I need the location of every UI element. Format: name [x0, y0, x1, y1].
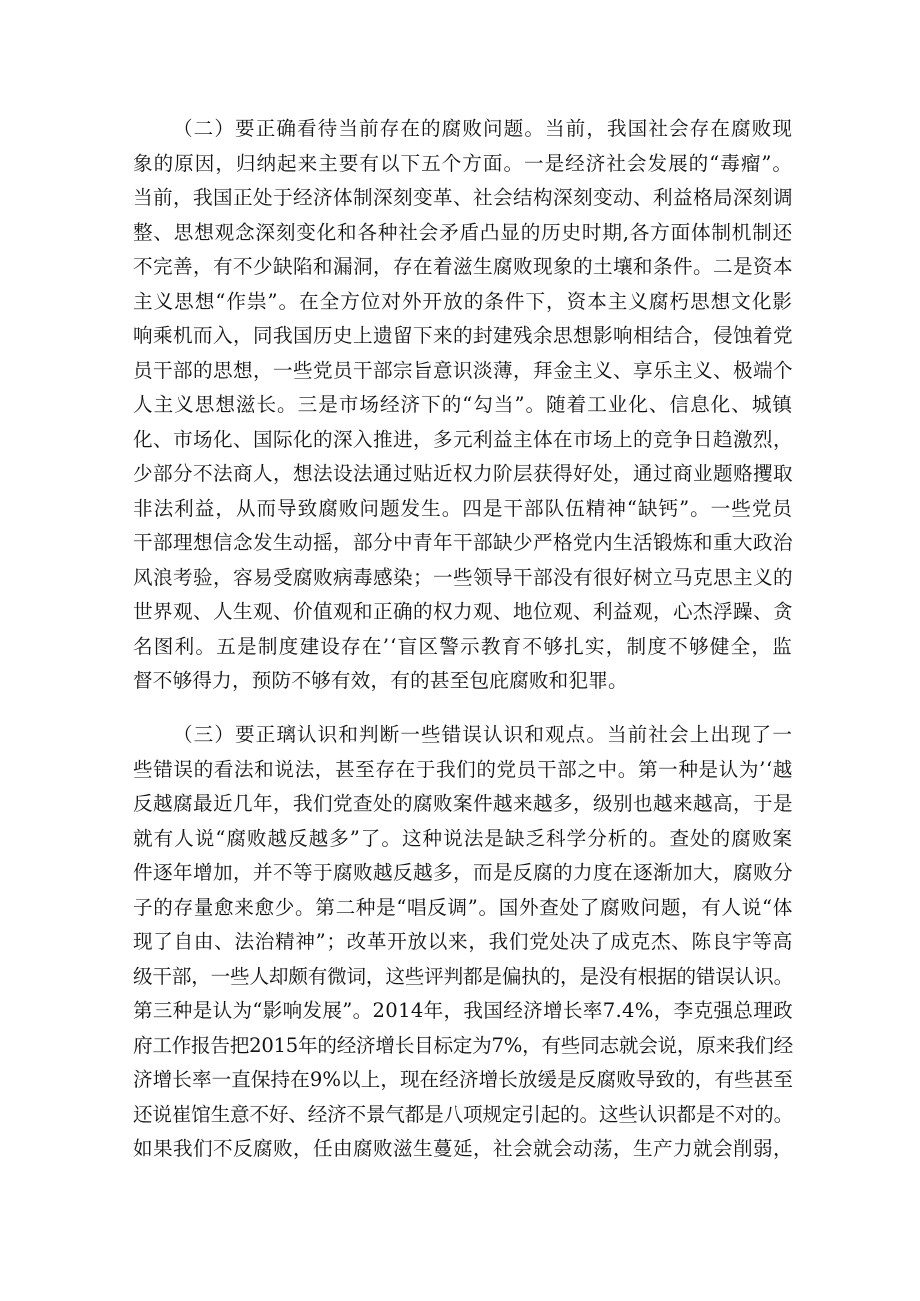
text-line: 化、市场化、国际化的深入推进，多元利益主体在市场上的竞争日趋激烈，: [133, 427, 793, 451]
text-line: 主义思想“作祟”。在全方位对外开放的条件下，资本主义腐朽思想文化影: [133, 289, 793, 313]
text-line: 象的原因，归纳起来主要有以下五个方面。一是经济社会发展的“毒瘤”。: [133, 151, 793, 175]
text-line: 就有人说“腐败越反越多”了。这种说法是缺乏科学分析的。查处的腐败案: [133, 826, 793, 850]
text-line: 不完善，有不少缺陷和漏洞，存在着滋生腐败现象的土壤和条件。二是资本: [133, 255, 793, 278]
text-line: 济增长率一直保持在9%以上，现在经济增长放缓是反腐败导致的，有些甚至: [133, 1068, 793, 1091]
text-line: 整、思想观念深刻变化和各种社会矛盾凸显的历史时期,各方面体制机制还: [133, 220, 793, 244]
text-line: 如果我们不反腐败，任由腐败滋生蔓延，社会就会动荡，生产力就会削弱，: [133, 1137, 793, 1160]
text-line: 府工作报告把2015年的经济增长目标定为7%，有些同志就会说，原来我们经: [133, 1033, 793, 1057]
text-line: 非法利益，从而导致腐败问题发生。四是干部队伍精神“缺钙”。一些党员: [133, 496, 793, 520]
text-line: 名图利。五是制度建设存在’‘盲区警示教育不够扎实，制度不够健全，监: [133, 634, 793, 658]
text-line: 级干部，一些人却颇有微词，这些评判都是偏执的，是没有根据的错误认识。: [133, 964, 793, 988]
text-line: 少部分不法商人，想法设法通过贴近权力阶层获得好处，通过商业题赂攫取: [133, 462, 793, 485]
text-line: 当前，我国正处于经济体制深刻变革、社会结构深刻变动、利益格局深刻调: [133, 186, 793, 209]
text-line: （三）要正璃认识和判断一些错误认识和观点。当前社会上出现了一: [173, 723, 793, 746]
text-line: 员干部的思想，一些党员干部宗旨意识淡薄，拜金主义、享乐主义、极端个: [133, 358, 793, 382]
paragraph-corruption-causes: [133, 112, 793, 699]
text-line: （二）要正确看待当前存在的腐败问题。当前，我国社会存在腐败现: [173, 117, 793, 140]
text-line: 第三种是认为“影响发展”。2014年，我国经济增长率7.4%，李克强总理政: [133, 999, 793, 1022]
text-line: 反越腐最近几年，我们党查处的腐败案件越来越多，级别也越来越高，于是: [133, 792, 793, 815]
text-line: 世界观、人生观、价值观和正确的权力观、地位观、利益观，心杰浮躁、贪: [133, 600, 793, 623]
text-line: 风浪考验，容易受腐败病毒感染；一些领导干部没有很好树立马克思主义的: [133, 565, 793, 589]
text-line: 干部理想信念发生动摇，部分中青年干部缺少严格党内生活锻炼和重大政治: [133, 531, 793, 554]
text-line: 人主义思想滋长。三是市场经济下的“勾当”。随着工业化、信息化、城镇: [133, 393, 793, 416]
text-line: 子的存量愈来愈少。第二种是“唱反调”。国外查处了腐败问题，有人说“体: [133, 895, 793, 919]
paragraph-wrong-views: [133, 718, 793, 1167]
text-line: 还说崔馆生意不好、经济不景气都是八项规定引起的。这些认识都是不对的。: [133, 1102, 793, 1126]
text-line: 响乘机而入，同我国历史上遗留下来的封建残余思想影响相结合，侵蚀着党: [133, 324, 793, 347]
text-line: 督不够得力，预防不够有效，有的甚至包庇腐败和犯罪。: [133, 669, 628, 692]
text-line: 件逐年增加，并不等于腐败越反越多，而是反腐的力度在逐渐加大，腐败分: [133, 861, 793, 884]
text-line: 现了自由、法治精神”；改革开放以来，我们党处决了成克杰、陈良宇等高: [133, 930, 793, 953]
text-line: 些错误的看法和说法，甚至存在于我们的党员干部之中。第一种是认为’‘越: [133, 757, 793, 781]
